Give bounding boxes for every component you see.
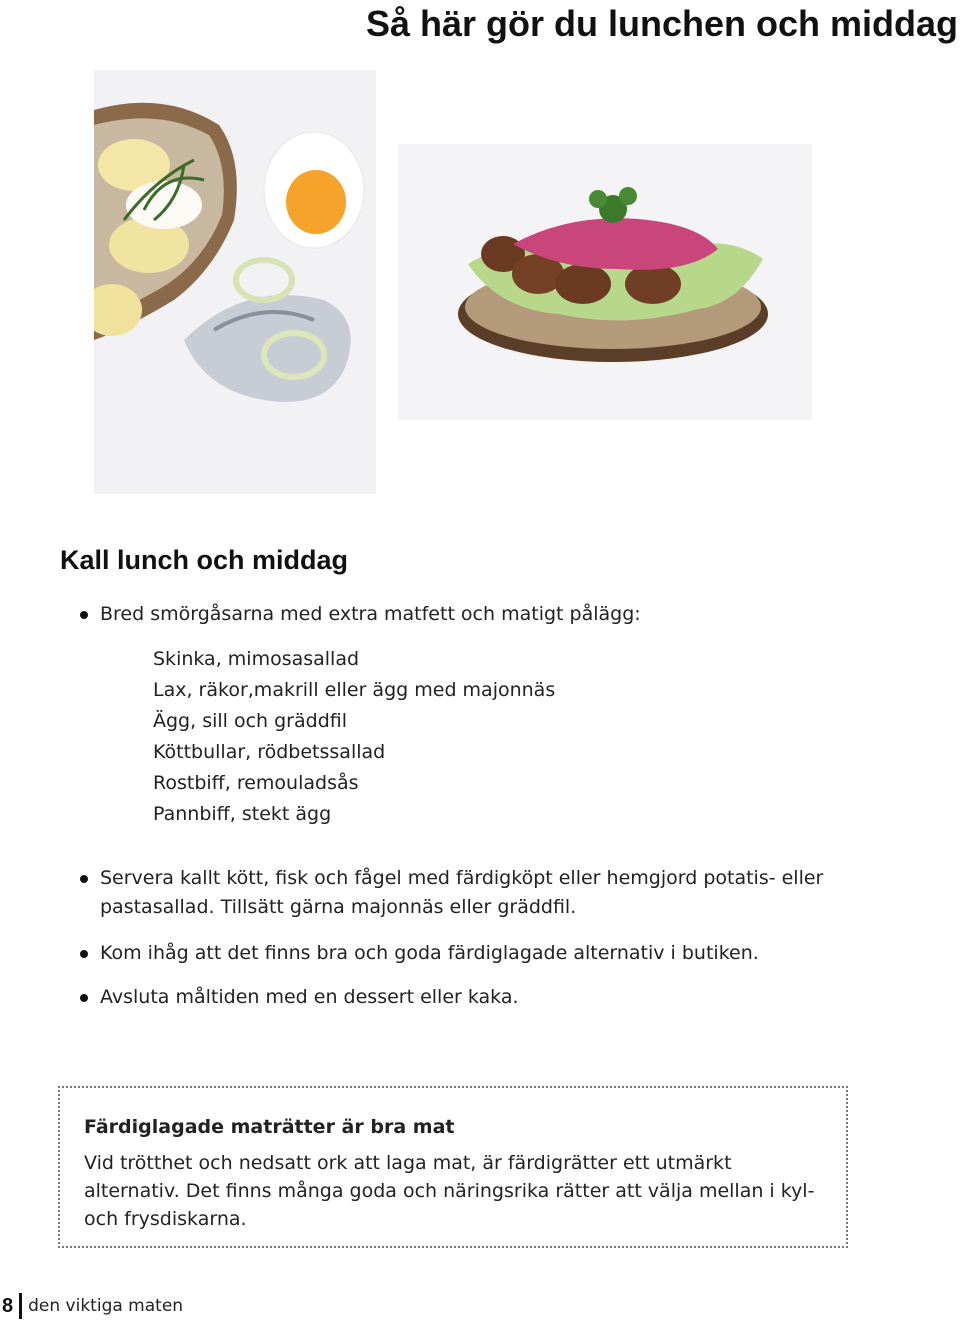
bullet-item: Avsluta måltiden med en dessert eller kaka. — [80, 983, 910, 1012]
section-heading: Kall lunch och middag — [60, 545, 349, 575]
topping-item: Skinka, mimosasallad — [153, 648, 360, 670]
topping-item: Rostbiff, remouladsås — [153, 772, 359, 794]
info-box — [58, 1086, 848, 1248]
page-title: Så här gör du lunchen och middag — [366, 3, 959, 44]
page-footer — [0, 1292, 183, 1320]
open-sandwich-egg-herring-photo — [94, 70, 376, 494]
info-box-title: Färdiglagade maträtter är bra mat — [84, 1116, 455, 1138]
open-sandwich-meatballs-beetroot-photo — [398, 144, 812, 420]
info-box-text: Vid trötthet och nedsatt ork att laga mat, är färdigrätter ett utmärkt alternativ. Det finns många goda och näringsrika rätter att välja mellan i kyl- och frysdiskarna. — [84, 1152, 815, 1230]
bullet-item: Kom ihåg att det finns bra och goda färdiglagade alternativ i butiken. — [80, 939, 910, 968]
topping-item: Ägg, sill och gräddfil — [153, 710, 348, 732]
page-number: 8 — [2, 1294, 14, 1317]
topping-list — [153, 644, 555, 830]
topping-item: Lax, räkor,makrill eller ägg med majonnäs — [153, 679, 556, 701]
footer-text: den viktiga maten — [28, 1296, 184, 1316]
sandwich-illustration-right — [398, 144, 812, 420]
topping-item: Pannbiff, stekt ägg — [153, 803, 332, 825]
bullet-item: Servera kallt kött, fisk och fågel med färdigköpt eller hemgjord potatis- eller pastasallad. Tillsätt gärna majonnäs eller gräddfil. — [80, 864, 910, 922]
footer-divider — [19, 1293, 22, 1319]
topping-item: Köttbullar, rödbetssallad — [153, 741, 386, 763]
sandwich-illustration-left — [94, 70, 376, 494]
bullet-item: Bred smörgåsarna med extra matfett och matigt pålägg: — [80, 600, 910, 644]
